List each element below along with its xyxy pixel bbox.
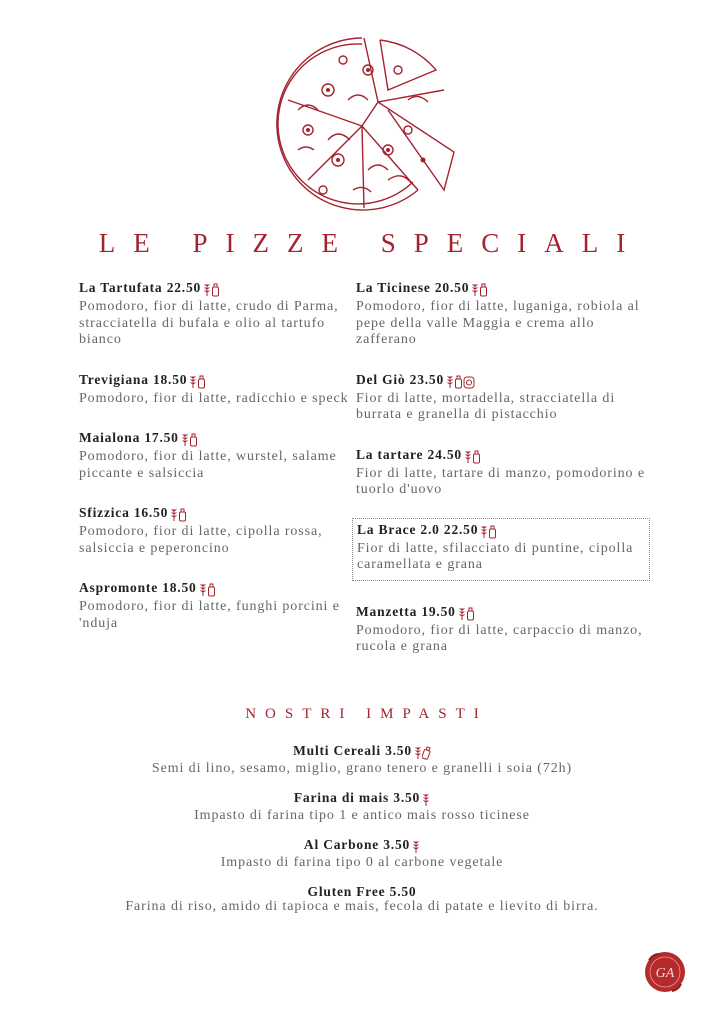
item-name: La Tartufata	[79, 280, 163, 295]
allergen-icons	[412, 840, 420, 856]
bottle-icon	[488, 525, 497, 539]
bottle-icon	[197, 375, 206, 389]
item-price: 18.50	[162, 580, 197, 595]
pizza-list-left	[79, 280, 349, 655]
allergen-icons	[464, 450, 481, 466]
item-price: 24.50	[427, 446, 462, 462]
dough-name: Multi Cereali	[293, 743, 381, 758]
item-description: Pomodoro, fior di latte, funghi porcini e 'nduja	[79, 599, 340, 631]
menu-item-highlighted	[352, 518, 650, 581]
wheat-icon	[203, 283, 211, 297]
wax-seal-logo	[643, 950, 687, 994]
dough-name: Al Carbone	[303, 837, 380, 852]
menu-item	[79, 580, 349, 632]
dough-name: Farina di mais	[293, 790, 390, 805]
allergen-icons	[189, 375, 206, 391]
wheat-icon	[181, 433, 189, 447]
menu-item	[79, 372, 349, 408]
allergen-icons	[199, 583, 216, 599]
bottle-icon	[211, 283, 220, 297]
item-price: 18.50	[152, 371, 188, 387]
allergen-icons	[181, 433, 198, 449]
menu-item	[356, 604, 656, 656]
wheat-icon	[412, 840, 420, 854]
bottle-icon	[178, 508, 187, 522]
bottle-icon	[466, 607, 475, 621]
nut-icon	[463, 375, 475, 389]
seal-monogram: GA	[655, 966, 675, 981]
dough-description: Semi di lino, sesamo, miglio, grano tenero e granelli i soia (72h)	[151, 761, 573, 776]
item-price: 22.50	[166, 280, 202, 295]
item-price: 22.50	[443, 521, 479, 537]
menu-item	[79, 280, 349, 349]
item-price: 19.50	[421, 603, 456, 619]
item-description: Pomodoro, fior di latte, luganiga, robiola al pepe della valle Maggia e crema allo zafferano	[356, 299, 640, 347]
dough-description: Impasto di farina tipo 1 e antico mais rosso ticinese	[194, 808, 530, 823]
item-name: La Ticinese	[356, 280, 431, 295]
menu-item	[356, 447, 656, 499]
dough-price: 3.50	[383, 837, 411, 852]
wheat-icon	[414, 746, 422, 760]
pizza-list-right	[356, 280, 656, 679]
item-name: Trevigiana	[79, 371, 149, 387]
wheat-icon	[199, 583, 207, 597]
wheat-icon	[446, 375, 454, 389]
bottle-icon	[207, 583, 216, 597]
item-name: Aspromonte	[79, 580, 159, 595]
item-description: Pomodoro, fior di latte, cipolla rossa, salsiccia e peperoncino	[79, 524, 323, 556]
allergen-icons	[480, 525, 497, 541]
allergen-icons	[471, 283, 488, 299]
wheat-icon	[170, 508, 178, 522]
bottle-icon	[422, 746, 431, 760]
item-description: Pomodoro, fior di latte, wurstel, salame piccante e salsiccia	[79, 449, 337, 481]
dough-price: 5.50	[389, 884, 417, 899]
dough-item	[110, 787, 614, 823]
item-description: Pomodoro, fior di latte, carpaccio di manzo, rucola e grana	[356, 622, 643, 654]
menu-item	[356, 372, 656, 424]
dough-name: Gluten Free	[307, 884, 386, 899]
item-description: Fior di latte, tartare di manzo, pomodorino e tuorlo d'uovo	[356, 465, 645, 497]
item-name: Del Giò	[356, 371, 406, 387]
item-name: Maialona	[79, 430, 141, 445]
wheat-icon	[422, 793, 430, 807]
item-name: Manzetta	[356, 603, 418, 619]
item-description: Fior di latte, sfilacciato di puntine, cipolla caramellata e grana	[357, 540, 634, 572]
dough-price: 3.50	[385, 743, 412, 758]
dough-item	[110, 740, 614, 776]
item-price: 17.50	[144, 430, 179, 445]
item-description: Pomodoro, fior di latte, crudo di Parma, stracciatella di bufala e olio al tartufo bianco	[79, 299, 339, 347]
wheat-icon	[464, 450, 472, 464]
menu-item	[79, 430, 349, 482]
dough-description: Farina di riso, amido di tapioca e mais, fecola di patate e lievito di birra.	[125, 899, 599, 914]
allergen-icons	[203, 283, 220, 299]
wheat-icon	[458, 607, 466, 621]
wheat-icon	[471, 283, 479, 297]
dough-item	[110, 881, 614, 914]
menu-item	[356, 280, 656, 349]
bottle-icon	[479, 283, 488, 297]
pizza-illustration	[268, 30, 456, 216]
bottle-icon	[472, 450, 481, 464]
item-price: 16.50	[133, 505, 169, 520]
item-price: 23.50	[409, 371, 445, 387]
item-name: Sfizzica	[79, 505, 130, 520]
item-name: La Brace 2.0	[357, 521, 440, 537]
section-title: NOSTRI IMPASTI	[245, 706, 488, 722]
menu-item	[79, 505, 349, 557]
item-description: Pomodoro, fior di latte, radicchio e speck	[79, 390, 349, 406]
item-name: La tartare	[356, 446, 424, 462]
bottle-icon	[189, 433, 198, 447]
wheat-icon	[189, 375, 197, 389]
dough-list	[110, 740, 614, 925]
allergen-icons	[414, 746, 431, 762]
item-price: 20.50	[434, 280, 470, 295]
bottle-icon	[454, 375, 463, 389]
allergen-icons	[422, 793, 430, 809]
allergen-icons	[458, 607, 475, 623]
dough-price: 3.50	[393, 790, 421, 805]
item-description: Fior di latte, mortadella, stracciatella di burrata e granella di pistacchio	[356, 390, 616, 422]
allergen-icons	[446, 375, 475, 391]
wheat-icon	[480, 525, 488, 539]
dough-description: Impasto di farina tipo 0 al carbone vegetale	[220, 855, 504, 870]
allergen-icons	[170, 508, 187, 524]
page-title: LE PIZZE SPECIALI	[98, 228, 644, 258]
dough-item	[110, 834, 614, 870]
